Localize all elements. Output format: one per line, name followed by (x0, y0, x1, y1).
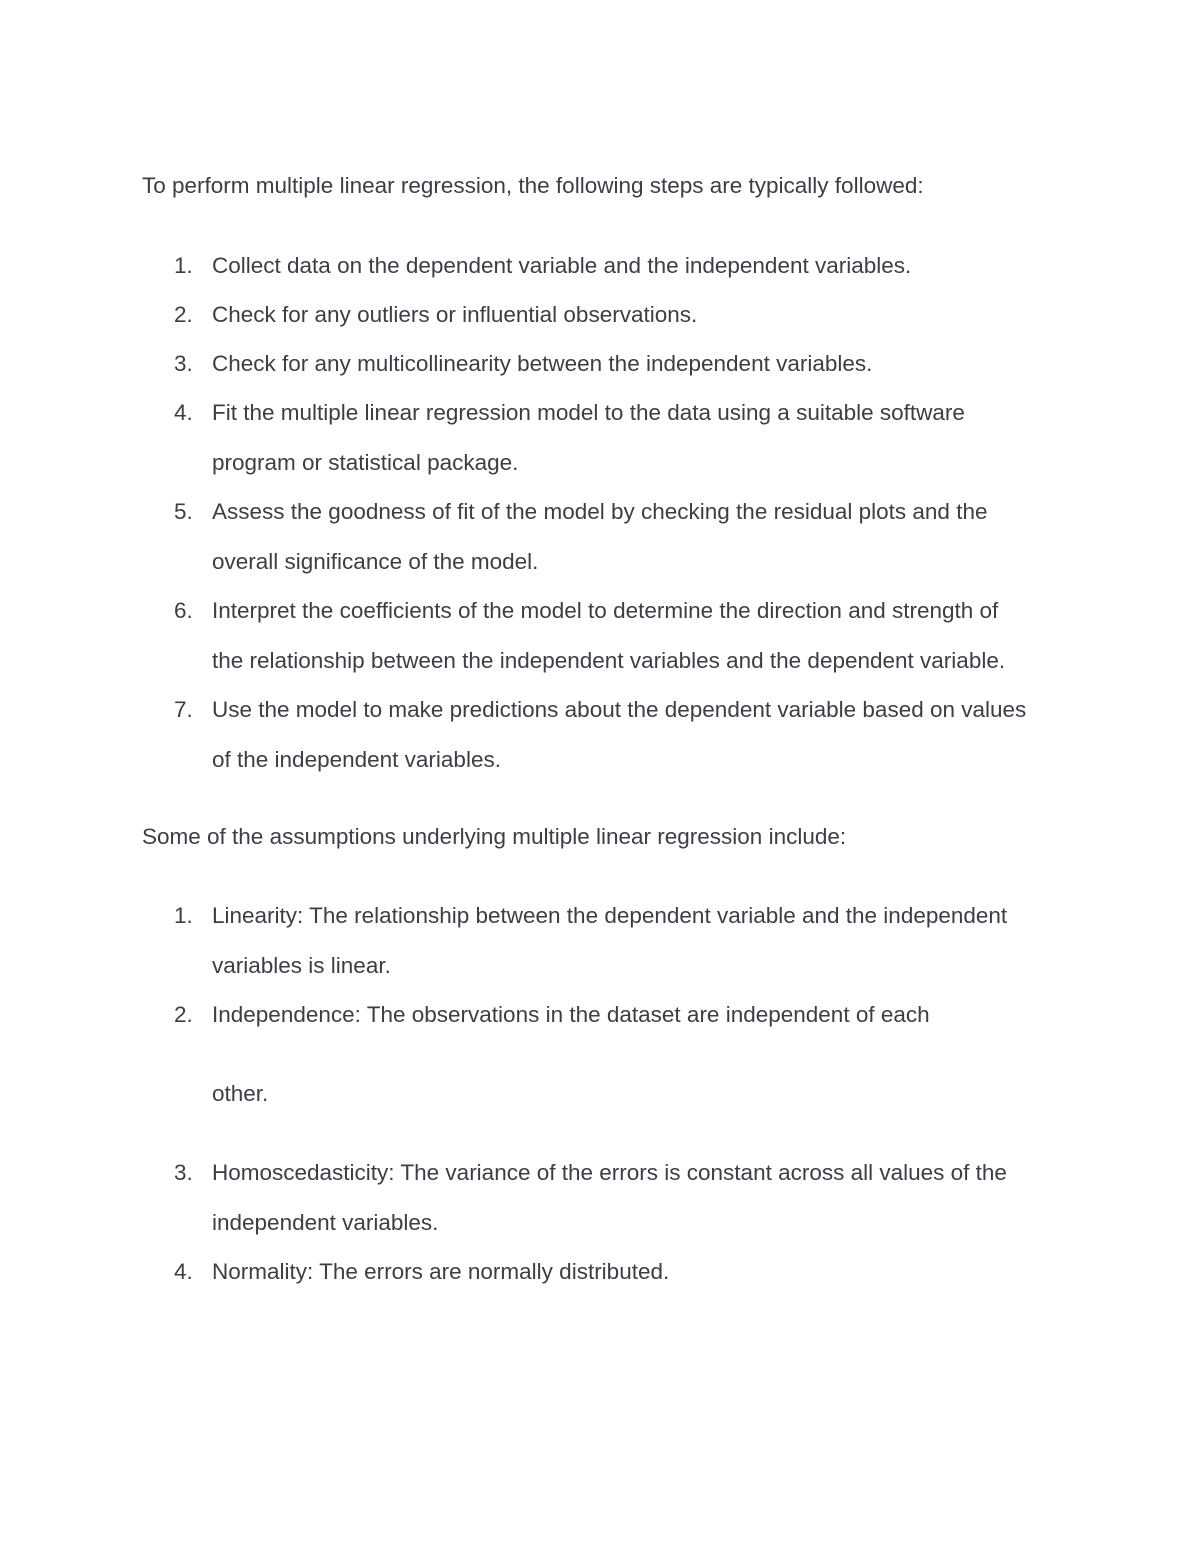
steps-intro: To perform multiple linear regression, the following steps are typically followed: (142, 173, 924, 198)
list-number: 7. (174, 697, 193, 722)
list-item-text: Use the model to make predictions about the dependent variable based on values (212, 697, 1027, 722)
list-item-text: other. (212, 1081, 269, 1106)
list-number: 3. (174, 351, 193, 376)
list-number: 6. (174, 598, 193, 623)
assumptions-intro: Some of the assumptions underlying multiple linear regression include: (142, 824, 847, 849)
list-item-text: overall significance of the model. (212, 549, 539, 574)
list-item-text: Fit the multiple linear regression model to the data using a suitable software (212, 400, 965, 425)
list-number: 1. (174, 903, 193, 928)
list-number: 4. (174, 400, 193, 425)
list-item-text: Interpret the coefficients of the model to determine the direction and strength of (212, 598, 999, 623)
list-item-text: Linearity: The relationship between the dependent variable and the independent (212, 903, 1008, 928)
list-item-text: Homoscedasticity: The variance of the errors is constant across all values of the (212, 1160, 1007, 1185)
list-item-text: Collect data on the dependent variable and the independent variables. (212, 253, 912, 278)
list-item-text: Check for any multicollinearity between the independent variables. (212, 351, 873, 376)
list-item-text: Independence: The observations in the dataset are independent of each (212, 1002, 930, 1027)
list-item-text: Normality: The errors are normally distributed. (212, 1259, 670, 1284)
list-number: 4. (174, 1259, 193, 1284)
list-number: 3. (174, 1160, 193, 1185)
list-item-text: Assess the goodness of fit of the model by checking the residual plots and the (212, 499, 988, 524)
list-item-text: independent variables. (212, 1210, 439, 1235)
list-item-text: of the independent variables. (212, 747, 501, 772)
list-number: 2. (174, 302, 193, 327)
list-number: 5. (174, 499, 193, 524)
list-item-text: program or statistical package. (212, 450, 519, 475)
list-item-text: variables is linear. (212, 953, 391, 978)
list-item-text: Check for any outliers or influential observations. (212, 302, 698, 327)
list-number: 2. (174, 1002, 193, 1027)
list-item-text: the relationship between the independent variables and the dependent variable. (212, 648, 1006, 673)
list-number: 1. (174, 253, 193, 278)
